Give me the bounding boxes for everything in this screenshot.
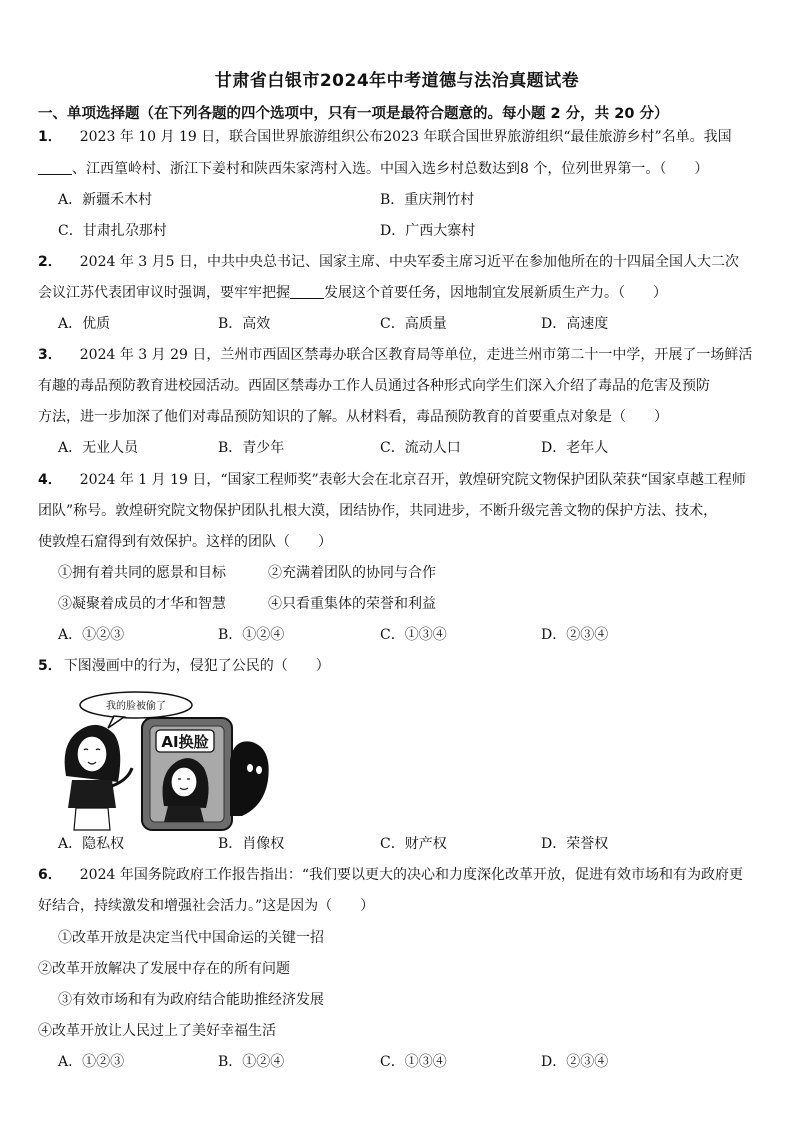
option-d[interactable]: D．②③④ xyxy=(541,627,609,643)
question-3-line2: 有趣的毒品预防教育进校园活动。西固区禁毒办工作人员通过各种形式向学生们深入介绍了毒品的危害及预防 xyxy=(38,378,710,394)
question-1-line2 xyxy=(38,160,708,178)
question-text: 2024 年 3 月 29 日，兰州市西固区禁毒办联合区教育局等单位，走进兰州市第二十一中学，开展了一场鲜活 xyxy=(79,347,753,363)
question-text: 2024 年 1 月 19 日，“国家工程师奖”表彰大会在北京召开，敦煌研究院文物保护团队荣获“国家卓越工程师 xyxy=(79,472,746,488)
option-b[interactable]: B．肖像权 xyxy=(218,836,285,852)
option-c[interactable]: C．高质量 xyxy=(380,316,447,332)
question-text: 2024 年国务院政府工作报告指出：“我们要以更大的决心和力度深化改革开放，促进有效市场和有为政府更 xyxy=(79,867,743,883)
option-a[interactable]: A．无业人员 xyxy=(58,440,139,456)
left-woman-face xyxy=(77,736,107,772)
question-number: 3． xyxy=(38,347,62,363)
option-a[interactable]: A．①②③ xyxy=(58,627,125,643)
answer-blank xyxy=(38,160,72,175)
option-a[interactable]: A．优质 xyxy=(58,316,111,332)
ai-face-swap-cartoon xyxy=(58,688,278,833)
question-6-line2: 好结合，持续激发和增强社会活力。”这是因为（ ） xyxy=(38,898,375,914)
option-c[interactable]: C．①③④ xyxy=(380,1054,447,1070)
question-text: 2023 年 10 月 19 日，联合国世界旅游组织公布2023 年联合国世界旅游组织“最佳旅游乡村”名单。我国 xyxy=(79,129,732,145)
statement-3: ③凝聚着成员的才华和智慧 xyxy=(58,596,226,612)
speech-bubble-text: 我的脸被偷了 xyxy=(106,701,166,712)
question-text: 会议江苏代表团审议时强调，要牢牢把握 xyxy=(38,285,290,301)
answer-blank xyxy=(290,284,324,299)
ai-label-text: AI换脸 xyxy=(161,733,209,751)
statement-1: ①拥有着共同的愿景和目标 xyxy=(58,565,226,581)
option-d[interactable]: D．高速度 xyxy=(541,316,609,332)
shadow-figure xyxy=(230,741,269,816)
question-number: 4． xyxy=(38,472,62,488)
question-text: 、江西篁岭村、浙江下姜村和陕西朱家湾村入选。中国入选乡村总数达到8 个，位列世界第一。（ ） xyxy=(72,161,709,177)
screen-woman-body xyxy=(164,806,204,822)
section-heading: 一、单项选择题（在下列各题的四个选项中，只有一项是最符合题意的。每小题 2 分，共 20 分） xyxy=(38,106,669,122)
question-1 xyxy=(38,128,732,146)
question-text: 发展这个首要任务，因地制宜发展新质生产力。（ ） xyxy=(324,285,667,301)
option-c[interactable]: C．①③④ xyxy=(380,627,447,643)
statement-1: ①改革开放是决定当代中国命运的关键一招 xyxy=(58,930,324,946)
question-4-line2: 团队”称号。敦煌研究院文物保护团队扎根大漠，团结协作，共同进步，不断升级完善文物的保护方法、技术， xyxy=(38,503,718,519)
option-b[interactable]: B．高效 xyxy=(218,316,271,332)
option-b[interactable]: B．①②④ xyxy=(218,627,285,643)
question-number: 6． xyxy=(38,867,62,883)
option-a[interactable]: A．隐私权 xyxy=(58,836,125,852)
option-c[interactable]: C．流动人口 xyxy=(380,440,461,456)
question-number: 5． xyxy=(38,658,62,674)
question-2-line2 xyxy=(38,284,667,302)
option-d[interactable]: D．荣誉权 xyxy=(541,836,609,852)
statement-2: ②充满着团队的协同与合作 xyxy=(268,565,436,581)
question-number: 1． xyxy=(38,129,62,145)
question-text: 下图漫画中的行为，侵犯了公民的（ ） xyxy=(63,658,330,674)
statement-3: ③有效市场和有为政府结合能助推经济发展 xyxy=(58,992,324,1008)
option-a[interactable]: A．①②③ xyxy=(58,1054,125,1070)
question-3 xyxy=(38,346,752,364)
statement-2: ②改革开放解决了发展中存在的所有问题 xyxy=(38,961,290,977)
option-b[interactable]: B．青少年 xyxy=(218,440,285,456)
question-5 xyxy=(38,657,330,675)
statement-4: ④改革开放让人民过上了美好幸福生活 xyxy=(38,1023,276,1039)
question-6 xyxy=(38,866,743,884)
option-b[interactable]: B．重庆荆竹村 xyxy=(380,192,475,208)
option-a[interactable]: A．新疆禾木村 xyxy=(58,192,153,208)
statement-4: ④只看重集体的荣誉和利益 xyxy=(268,596,436,612)
option-b[interactable]: B．①②④ xyxy=(218,1054,285,1070)
question-3-line3: 方法，进一步加深了他们对毒品预防知识的了解。从材料看，毒品预防教育的首要重点对象是（ ） xyxy=(38,409,668,425)
question-4 xyxy=(38,471,746,489)
screen-woman-face xyxy=(171,767,197,797)
left-woman-body xyxy=(68,780,116,808)
option-d[interactable]: D．②③④ xyxy=(541,1054,609,1070)
option-d[interactable]: D．广西大寨村 xyxy=(380,223,476,239)
option-c[interactable]: C．财产权 xyxy=(380,836,447,852)
question-number: 2． xyxy=(38,254,62,270)
page-title: 甘肃省白银市2024年中考道德与法治真题试卷 xyxy=(214,71,580,91)
option-c[interactable]: C．甘肃扎尕那村 xyxy=(58,223,167,239)
option-d[interactable]: D．老年人 xyxy=(541,440,609,456)
question-2 xyxy=(38,253,739,271)
left-woman-skirt xyxy=(74,808,110,830)
question-text: 2024 年 3 月5 日，中共中央总书记、国家主席、中央军委主席习近平在参加他所在的十四届全国人大二次 xyxy=(79,254,739,270)
speech-bubble-tail xyxy=(108,716,124,728)
question-4-line3: 使敦煌石窟得到有效保护。这样的团队（ ） xyxy=(38,534,332,550)
